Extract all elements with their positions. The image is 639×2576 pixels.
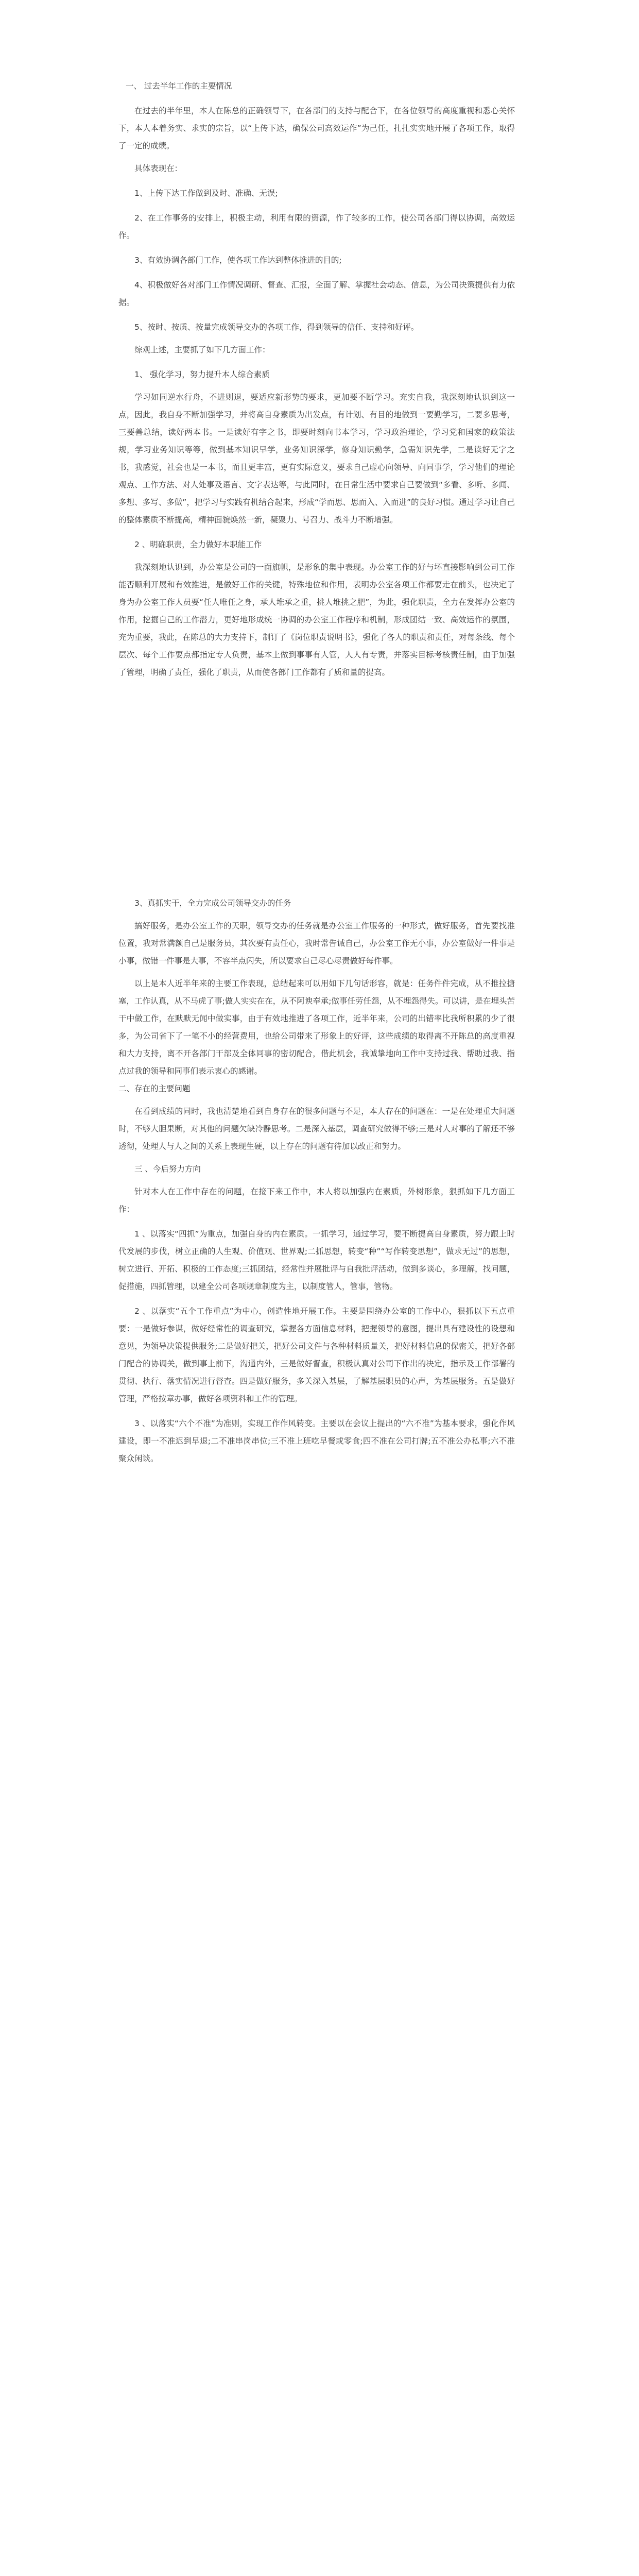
section-2-body: 在看到成绩的同时，我也清楚地看到自身存在的很多问题与不足，本人存在的问题在：一是在处理重大问题时，不够大胆果断，对其他的问题欠缺冷静思考。二是深入基层，调查研究做得不够;三是对人对事的了解还不够透彻，处理人与人之间的关系上表现生硬，以上存在的问题有待加以改正和努力。 <box>118 1107 515 1151</box>
section-3-title: 三 、今后努力方向 <box>134 1164 201 1174</box>
section-3-point-3: 3 、以落实“六个不准”为准则，实现工作作风转变。主要以在会议上提出的“六不准”为基本要求，强化作风建设，即一不准迟到早退;二不准串岗串位;三不准上班吃早餐或零食;四不准在公司打牌;五不准公办私事;六不准聚众闲谈。 <box>118 1419 515 1463</box>
subsection-3-title: 3、真抓实干，全力完成公司领导交办的任务 <box>134 899 291 908</box>
section-3-point-2: 2 、以落实“五个工作重点”为中心，创造性地开展工作。主要是围绕办公室的工作中心，狠抓以下五点重要：一是做好参谋，做好经常性的调查研究，掌握各方面信息材料，把握领导的意图，提出具有建设性的设想和意见，为领导决策提供服务;二是做好把关，把好公司文件与各种材料质量关，把好材料信息的保密关，把好各部门配合的协调关，做到事上前下，沟通内外，三是做好督查，积极认真对公司下作出的决定，指示及工作部署的贯彻、执行、落实情况进行督查。四是做好服务，多关深入基层，了解基层职员的心声，为基层服务。五是做好管理，严格按章办事，做好各项资料和工作的管理。 <box>118 1307 515 1403</box>
subsection-3-body-1: 搞好服务，是办公室工作的天职，领导交办的任务就是办公室工作服务的一种形式，做好服务，首先要找准位置，我对常满额自己是服务员，其次要有责任心，我时常告诫自己，办公室工作无小事，办公室做好一件事是小事，做错一件事是大事，不容半点闪失，所以要求自己尽心尽责做好每件事。 <box>118 921 515 965</box>
section-2-title: 二、存在的主要问题 <box>118 1084 191 1093</box>
list-item: 5、按时、按质、按量完成领导交办的各项工作，得到领导的信任、支持和好评。 <box>134 323 419 332</box>
subsection-2-body: 我深刻地认识到，办公室是公司的一面旗帜，是形象的集中表现。办公室工作的好与坏直接影响到公司工作能否顺利开展和有效推进，是做好工作的关键，特殊地位和作用，表明办公室各项工作都要走在前头，也决定了身为办公室工作人员要“任人唯任之身，承人堆承之重，挑人堆挑之肥”，为此，强化职责，全力在发挥办公室的作用，挖掘自己的工作潜力，更好地形成统一协调的办公室工作程序和机制，形成团结一致、高效运作的氛围，充为重要，我此，在陈总的大力支持下，制订了《岗位职责说明书》，强化了各人的职责和责任，对每条线、每个层次、每个工作要点都指定专人负责，基本上做到事事有人管，人人有专责，并落实目标考核责任制，由于加强了管理，明确了责任，强化了职责，从而使各部门工作都有了质和量的提高。 <box>118 563 515 677</box>
section-3-intro: 针对本人在工作中存在的问题，在接下来工作中，本人将以加强内在素质，外树形象，狠抓如下几方面工作： <box>118 1187 515 1214</box>
section-1-specific-label: 具体表现在： <box>134 164 183 173</box>
section-3-point-1: 1 、以落实“四抓”为重点，加强自身的内在素质。一抓学习，通过学习，要不断提高自身素质，努力跟上时代发展的步伐，树立正确的人生观、价值观、世界观;二抓思想，转变“种”“写作转变思想”，做求无过”的思想，树立进行、开拓、积极的工作态度;三抓团结，经常性并展批评与自我批评活动，做到多谈心，多理解，找问题，促措施，四抓管理，以建全公司各项规章制度为主，以制度管人，管事，管物。 <box>118 1229 515 1291</box>
blank-space <box>118 681 515 887</box>
subsection-1-body: 学习如同逆水行舟，不进则退，要适应新形势的要求，更加要不断学习。充实自我，我深刻地认识到这一点，因此，我自身不断加强学习，并将高自身素质为出发点，有计划、有目的地做到一要勤学习，二要多思考，三要善总结，读好两本书。一是读好有字之书，即要时刻向书本学习，学习政治理论，学习党和国家的政策法规，学习业务知识等等，做到基本知识早学，业务知识深学，修身知识勤学，急需知识先学，二是读好无字之书，我感觉，社会也是一本书，而且更丰富，更有实际意义，要求自己虚心向领导、向同事学，学习他们的理论观点、工作方法、对人处事及语言、文字表达等，与此同时，在日常生活中要求自己要做到“多看、多听、多闻、多想、多写、多做”，把学习与实践有机结合起来，形成“学而思、思而入、入而进”的良好习惯。通过学习让自己的整体素质不断提高，精神面貌焕然一新，凝聚力、号召力、战斗力不断增强。 <box>118 393 515 524</box>
section-1-summary: 综观上述，主要抓了如下几方面工作： <box>134 345 270 354</box>
list-item: 3、有效协调各部门工作，使各项工作达到整体推进的目的; <box>134 256 342 265</box>
list-item: 4、积极做好各对部门工作情况调研、督查、汇报，全面了解、掌握社会动态、信息，为公司决策提供有力依据。 <box>118 280 515 307</box>
subsection-3-body-2: 以上是本人近半年来的主要工作表现，总结起来可以用如下几句话形容，就是：任务件件完成，从不推拉搪塞，工作认真，从不马虎了事;做人实实在在，从不阿谀奉承;做事任劳任怨，从不埋怨得失。可以讲，是在埋头苦干中做工作，在默默无闻中做实事，由于有效地推进了各项工作，近半年来，公司的出错率比我所积累的少了很多，为公司省下了一笔不小的经营费用，也给公司带来了形象上的好评，这些成绩的取得离不开陈总的高度重视和大力支持，离不开各部门干部及全体同事的密切配合，借此机会，我诚挚地向工作中支持过我、帮助过我、指点过我的领导和同事们表示衷心的感谢。 <box>118 979 515 1076</box>
subsection-1-title: 1、 强化学习，努力提升本人综合素质 <box>134 370 270 379</box>
subsection-2-title: 2 、明确职责，全力做好本职能工作 <box>134 540 262 549</box>
section-1-title: 一、 过去半年工作的主要情况 <box>126 81 232 91</box>
section-1-intro: 在过去的半年里，本人在陈总的正确领导下，在各部门的支持与配合下，在各位领导的高度重视和悉心关怀下，本人本着务实、求实的宗旨，以“上传下达，确保公司高效运作”为己任，扎扎实实地开展了各项工作，取得了一定的成绩。 <box>118 106 515 150</box>
list-item: 2、在工作事务的安排上，积极主动，利用有限的资源，作了较多的工作，使公司各部门得以协调，高效运作。 <box>118 213 515 240</box>
document-body <box>118 72 515 1467</box>
list-item: 1、上传下达工作做到及时、准确、无误; <box>134 189 278 198</box>
